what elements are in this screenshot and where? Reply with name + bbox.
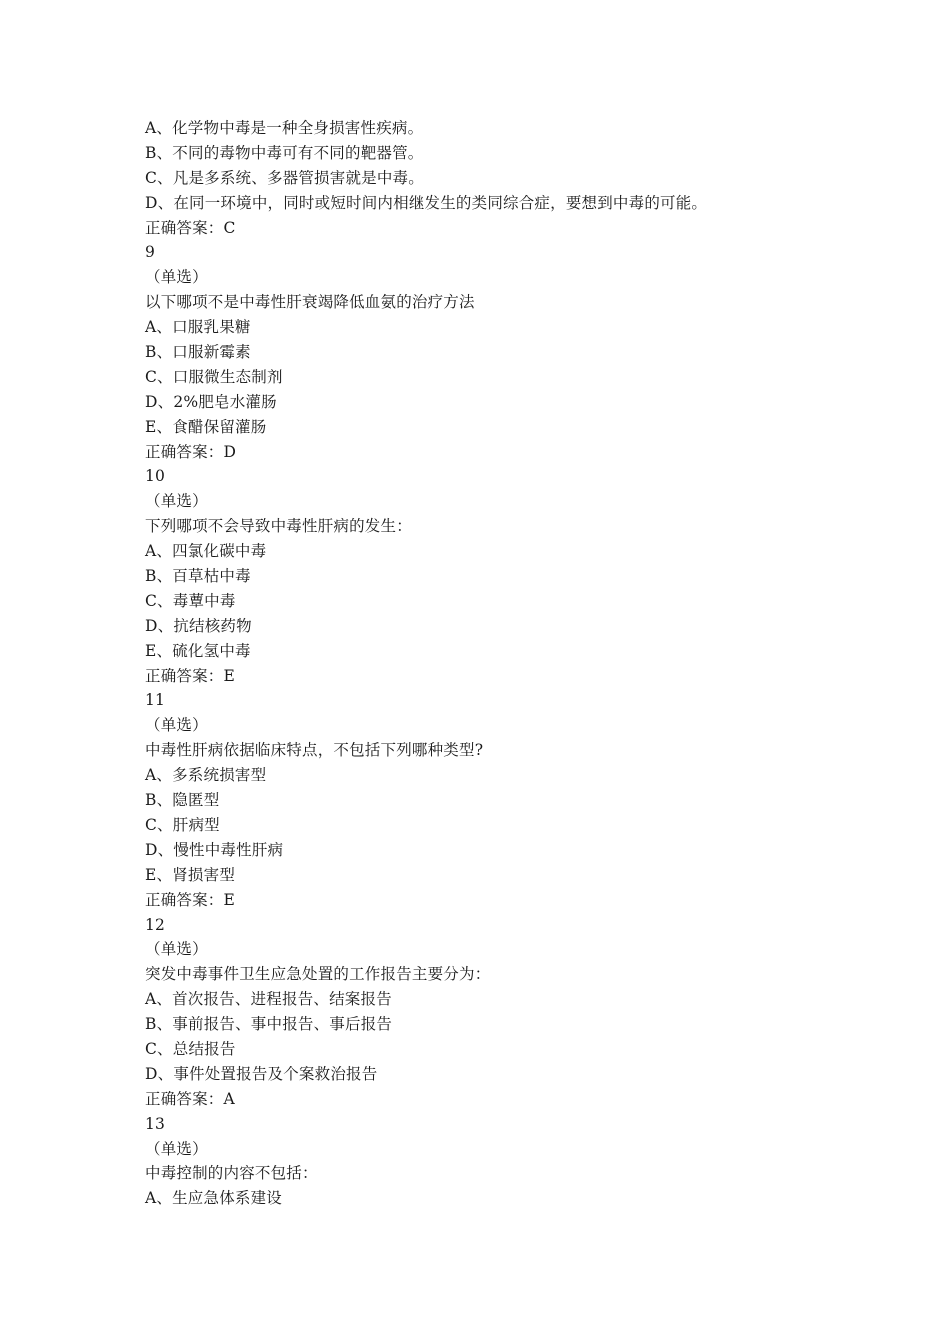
answer-line: 正确答案：C (145, 218, 236, 237)
option-line: B、隐匿型 (145, 791, 220, 810)
option-line: C、凡是多系统、多器管损害就是中毒。 (145, 168, 424, 187)
question-text: 以下哪项不是中毒性肝衰竭降低血氨的治疗方法 (145, 293, 475, 312)
option-line: E、硫化氢中毒 (145, 641, 251, 660)
question-type-tag: （单选） (145, 492, 208, 511)
option-line: C、毒蕈中毒 (145, 591, 236, 610)
question-text: 中毒控制的内容不包括： (145, 1164, 318, 1183)
question-type-tag: （单选） (145, 716, 208, 735)
option-line: A、化学物中毒是一种全身损害性疾病。 (145, 119, 424, 137)
option-line: C、总结报告 (145, 1039, 236, 1058)
question-number: 13 (145, 1114, 166, 1133)
option-line: A、首次报告、进程报告、结案报告 (145, 990, 392, 1009)
question-text: 突发中毒事件卫生应急处置的工作报告主要分为： (145, 965, 491, 984)
option-line: E、肾损害型 (145, 865, 236, 884)
document-body (145, 116, 845, 1211)
option-line: D、慢性中毒性肝病 (145, 840, 284, 859)
answer-line: 正确答案：E (145, 890, 236, 909)
option-line: B、不同的毒物中毒可有不同的靶器管。 (145, 143, 424, 162)
option-line: D、事件处置报告及个案救治报告 (145, 1064, 378, 1083)
option-line: A、口服乳果糖 (145, 318, 251, 337)
answer-line: 正确答案：A (145, 1089, 235, 1108)
question-type-tag: （单选） (145, 1139, 208, 1158)
question-number: 9 (145, 243, 156, 262)
option-line: D、抗结核药物 (145, 616, 252, 635)
answer-line: 正确答案：E (145, 666, 236, 685)
answer-line: 正确答案：D (145, 442, 237, 461)
option-line: B、事前报告、事中报告、事后报告 (145, 1015, 393, 1034)
question-number: 11 (145, 691, 166, 710)
question-text: 下列哪项不会导致中毒性肝病的发生： (145, 517, 412, 536)
option-line: A、多系统损害型 (145, 766, 267, 785)
option-line: C、肝病型 (145, 815, 220, 834)
option-line: C、口服微生态制剂 (145, 367, 283, 386)
option-line: A、四氯化碳中毒 (145, 542, 267, 561)
question-number: 12 (145, 915, 166, 934)
option-line: B、百草枯中毒 (145, 567, 251, 586)
option-line: A、生应急体系建设 (145, 1189, 282, 1208)
question-type-tag: （单选） (145, 940, 208, 959)
question-number: 10 (145, 467, 166, 486)
question-type-tag: （单选） (145, 268, 208, 287)
option-line: E、食醋保留灌肠 (145, 417, 267, 436)
option-line: B、口服新霉素 (145, 343, 251, 362)
option-line: D、2%肥皂水灌肠 (145, 392, 277, 411)
question-text: 中毒性肝病依据临床特点，不包括下列哪种类型? (145, 741, 484, 760)
option-line: D、在同一环境中，同时或短时间内相继发生的类同综合症，要想到中毒的可能。 (145, 193, 708, 212)
